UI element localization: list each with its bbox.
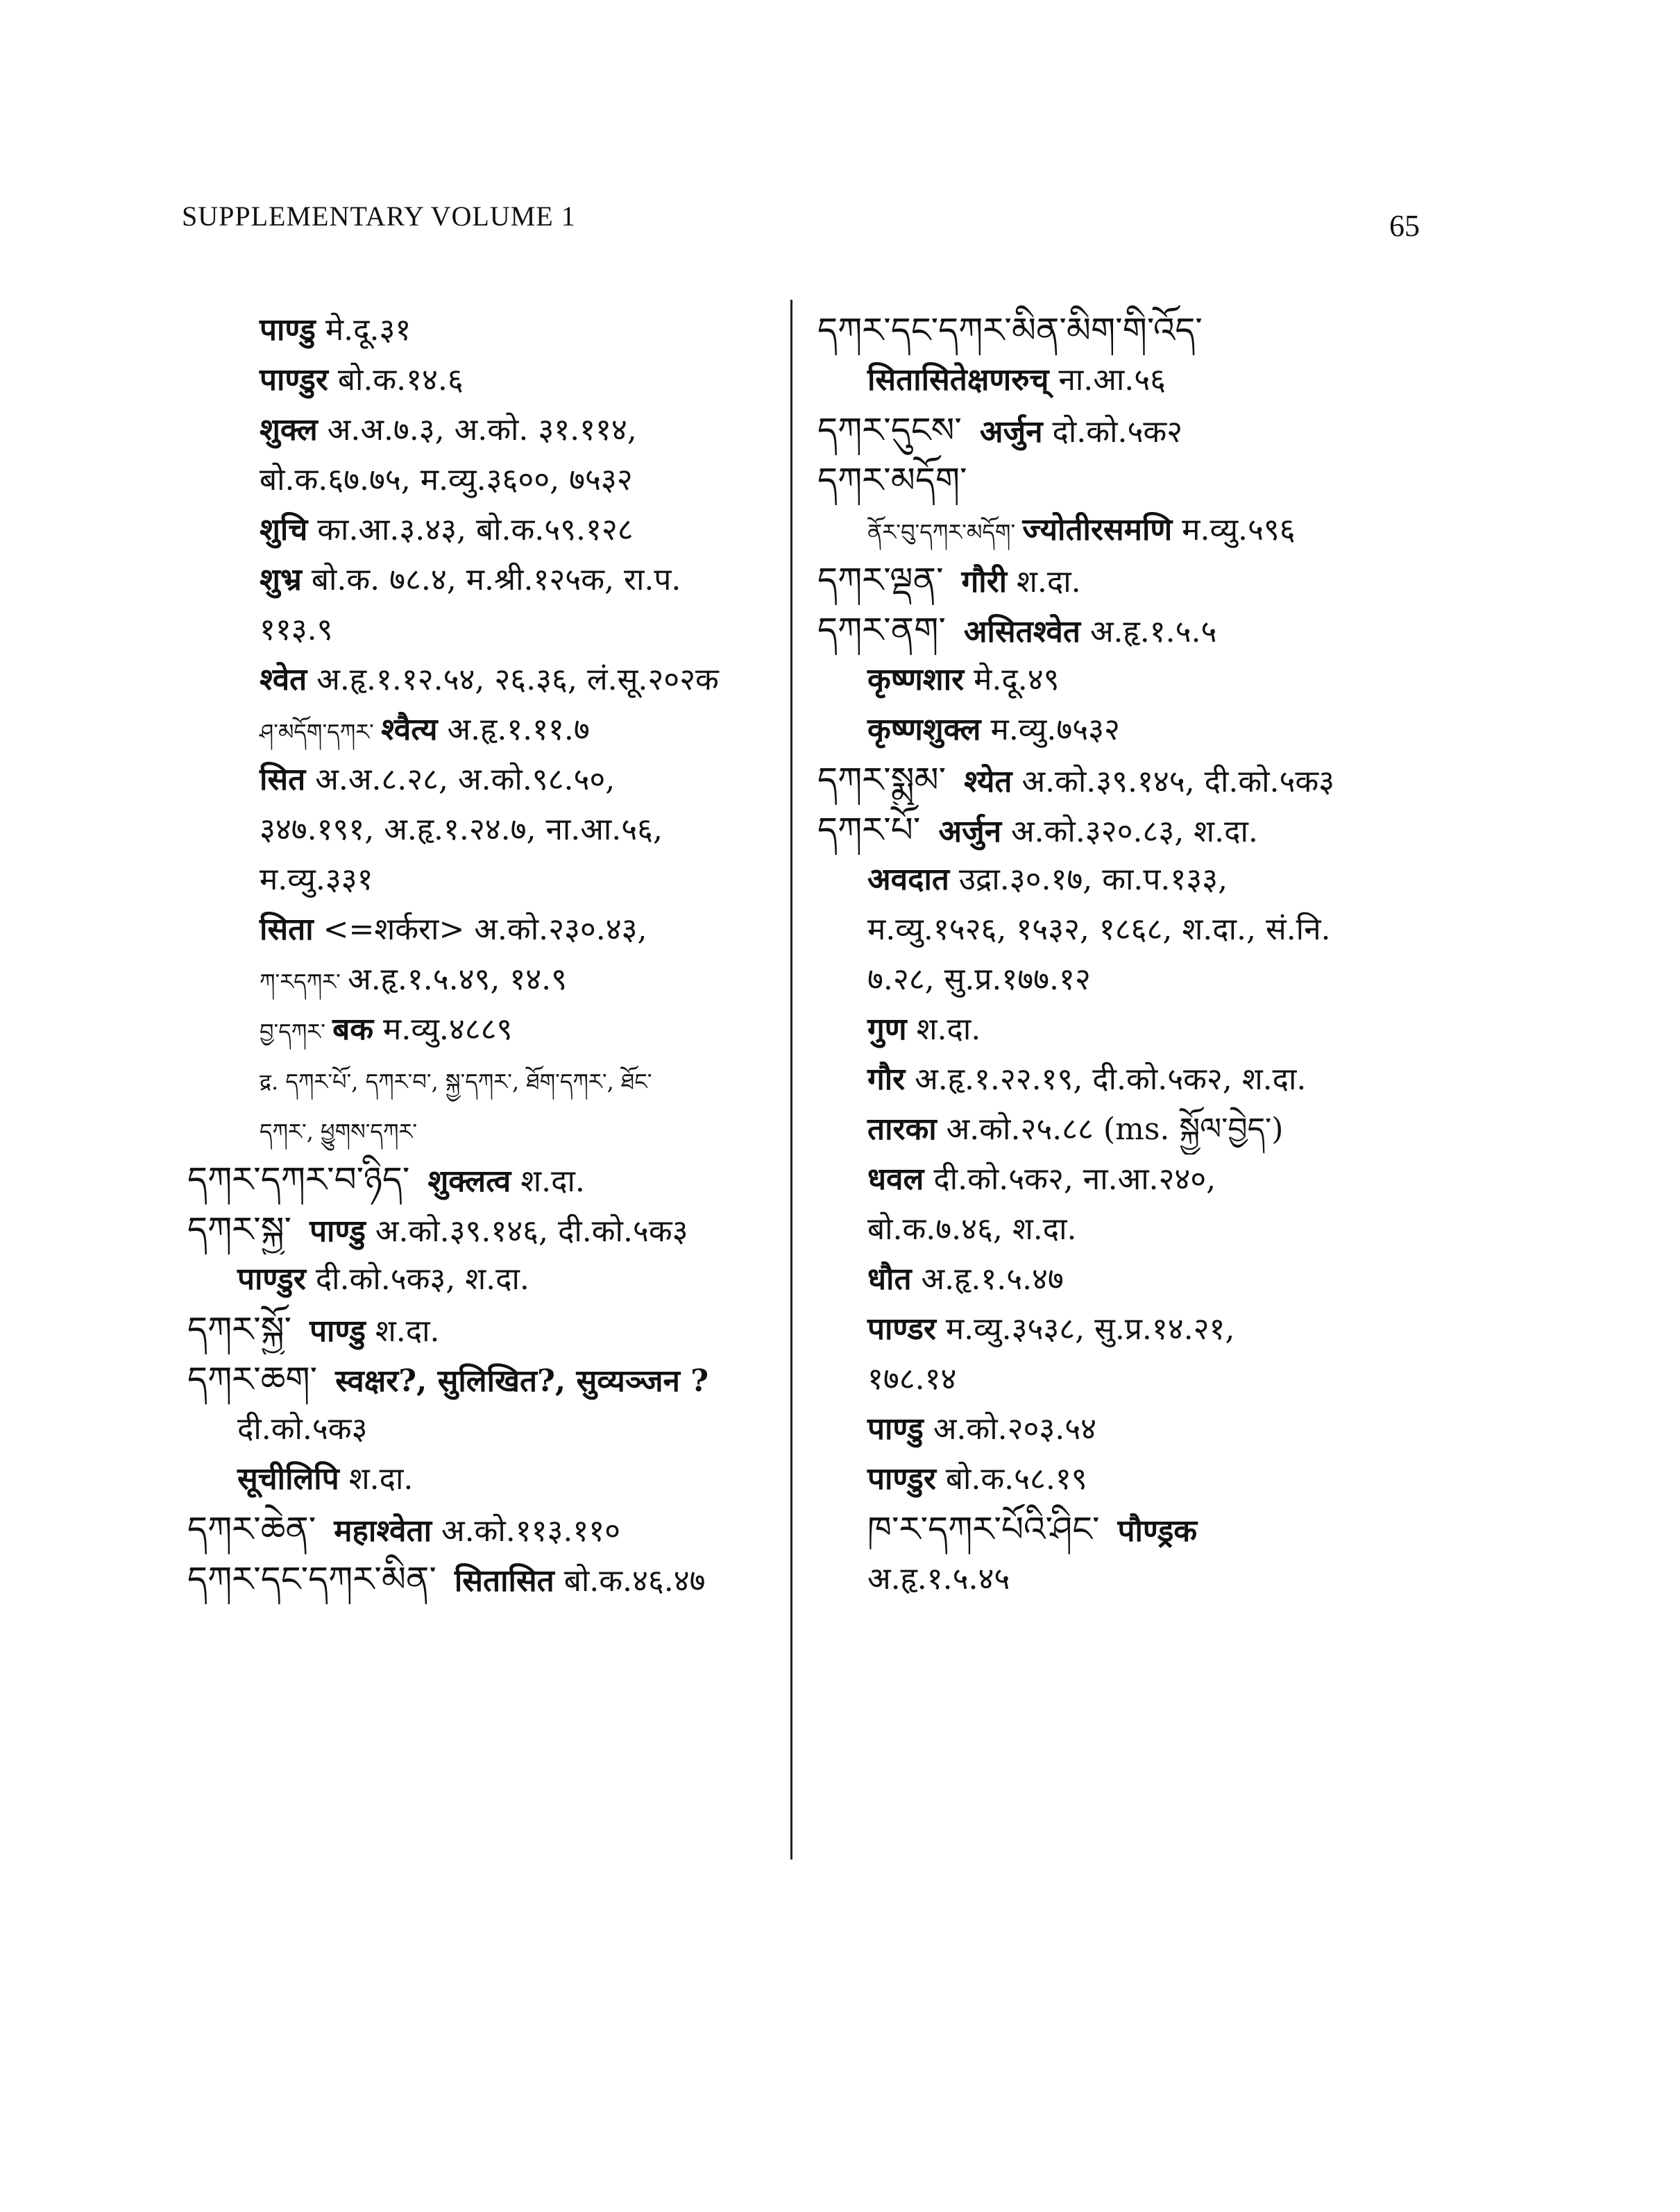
entry-line (187, 455, 784, 505)
sanskrit-equivalent: पौण्ड्रक (1117, 1513, 1198, 1549)
sanskrit-equivalent: धौत (867, 1261, 912, 1297)
source-reference: श.दा. (511, 1164, 585, 1199)
source-reference: म.व्यु.३३१ (260, 862, 373, 897)
tibetan-headword: དཀར་དུངས་ (817, 410, 962, 450)
entry-line (817, 555, 1484, 605)
entry-line (187, 605, 784, 655)
sanskrit-equivalent: गौर (867, 1062, 906, 1097)
sanskrit-equivalent: सितासित (454, 1563, 554, 1599)
entry-line (187, 1155, 784, 1205)
sanskrit-equivalent: पाण्डु (260, 312, 316, 348)
source-reference: अ.अ.८.२८, अ.को.९८.५०, (305, 762, 616, 797)
source-reference: दी.को.५क३ (237, 1411, 368, 1447)
source-reference: अ.हृ.१.५.४७ (911, 1261, 1064, 1297)
tibetan-headword: དཀར་སྐྱ་ (187, 1209, 292, 1250)
source-reference: <=शर्करा> अ.को.२३०.४३, (313, 912, 647, 947)
sanskrit-equivalent: पाण्डुर (867, 1461, 936, 1497)
source-reference: अ.को.११३.११० (431, 1513, 620, 1549)
source-reference: अ.हृ.१.५.४५ (867, 1561, 1010, 1597)
source-reference: अ.को.३९.१४५, दी.को.५क३ (1012, 764, 1335, 799)
tibetan-headword: དཀར་སྨུམ་ (817, 760, 947, 800)
sanskrit-equivalent: सित (260, 762, 306, 797)
source-reference: म.व्यु.१५२६, १५३२, १८६८, श.दा., सं.नि. (867, 912, 1331, 947)
entry-line (817, 405, 1484, 455)
sanskrit-equivalent: पाण्डर (867, 1311, 936, 1347)
entry-line (187, 705, 784, 755)
entry-line (187, 755, 784, 805)
sanskrit-equivalent: धवल (867, 1162, 924, 1197)
sanskrit-equivalent: असितश्वेत (963, 614, 1080, 649)
entry-line (817, 1155, 1484, 1205)
source-reference: बो.क.४६.४७ (554, 1563, 706, 1599)
source-reference: श.दा. (339, 1461, 414, 1497)
entry-line (187, 355, 784, 405)
entry-line (187, 905, 784, 955)
source-reference: अ.को.३९.१४६, दी.को.५क३ (365, 1214, 688, 1249)
source-reference: अ.को.२०३.५४ (923, 1411, 1096, 1447)
entry-line (817, 1055, 1484, 1105)
right-column (817, 305, 1484, 1604)
sanskrit-equivalent: गुण (867, 1012, 907, 1047)
tibetan-headword: དཀར་མདོག་ (817, 460, 967, 500)
tibetan-headword: དཀར་དཀར་བ་ཉིད་ (187, 1159, 410, 1200)
entry-line (817, 655, 1484, 705)
entry-line (817, 1354, 1484, 1404)
entry-line (187, 1005, 784, 1055)
sanskrit-equivalent: पाण्डु (867, 1411, 924, 1447)
source-reference: श.दा. (906, 1012, 981, 1047)
entry-line (817, 355, 1484, 405)
source-reference: का.आ.३.४३, बो.क.५९.१२८ (307, 512, 634, 547)
entry-line (187, 505, 784, 555)
entry-line (187, 855, 784, 905)
entry-line (187, 1404, 784, 1454)
sanskrit-equivalent: अर्जुन (979, 414, 1043, 450)
entry-line (817, 955, 1484, 1005)
entry-line (187, 655, 784, 705)
entry-line (817, 505, 1484, 555)
entry-line (187, 1304, 784, 1354)
running-head: SUPPLEMENTARY VOLUME 1 (182, 201, 576, 232)
source-reference: दी.को.५क३, श.दा. (305, 1261, 529, 1297)
source-reference: दो.को.५क२ (1042, 414, 1183, 450)
source-reference: अ.हृ.१.२२.१९, दी.को.५क२, श.दा. (905, 1062, 1307, 1097)
tibetan-subentry: द्र. དཀར་པོ་, དཀར་བ་, སྐྱ་དཀར་, ཐོག་དཀར་, ཐོང་ (260, 1069, 652, 1095)
tibetan-headword: དཀར་སྐྱོ་ (187, 1309, 292, 1350)
entry-line (187, 305, 784, 355)
tibetan-headword: ཁ་ར་དཀར་པོའི་ཤིང་ (867, 1509, 1100, 1549)
entry-line (187, 1254, 784, 1304)
tibetan-headword: དཀར་དང་དཀར་མིན་མིག་གི་འོད་ (817, 310, 1203, 350)
entry-line (187, 805, 784, 855)
source-reference: ११३.९ (260, 612, 333, 647)
source-reference: अ.को.३२०.८३, श.दा. (1001, 814, 1258, 849)
source-reference: बो.क.७.४६, श.दा. (867, 1211, 1077, 1247)
sanskrit-equivalent: सूचीलिपि (237, 1461, 339, 1497)
sanskrit-equivalent: तारका (867, 1112, 937, 1147)
entry-line (187, 1554, 784, 1604)
sanskrit-equivalent: शुक्ल (260, 412, 318, 448)
source-reference: अ.हृ.१.५.५ (1080, 614, 1217, 649)
entry-line (817, 605, 1484, 655)
tibetan-headword: དཀར་པོ་ (817, 810, 921, 850)
tibetan-headword: དཀར་དང་དཀར་མིན་ (187, 1559, 436, 1599)
column-divider (790, 300, 792, 1860)
sanskrit-equivalent: श्येत (964, 764, 1012, 799)
source-reference: ना.आ.५६ (1049, 362, 1166, 398)
sanskrit-equivalent: शुक्लत्व (427, 1164, 511, 1199)
entry-line (817, 905, 1484, 955)
source-reference: श.दा. (1007, 564, 1081, 599)
sanskrit-equivalent: कृष्णशार (867, 662, 965, 697)
sanskrit-equivalent: पाण्डुर (260, 362, 328, 398)
sanskrit-equivalent: अर्जुन (938, 814, 1002, 849)
entry-line (817, 1005, 1484, 1055)
source-reference: दी.को.५क२, ना.आ.२४०, (924, 1162, 1216, 1197)
source-reference: मे.दू.४९ (964, 662, 1060, 697)
sanskrit-equivalent: श्वैत्य (381, 712, 438, 747)
entry-line (187, 1504, 784, 1554)
entry-line (817, 455, 1484, 505)
entry-line (187, 1105, 784, 1155)
sanskrit-equivalent: शुभ्र (260, 562, 302, 597)
source-reference: १७८.१४ (867, 1361, 957, 1397)
source-reference: बो.क. ७८.४, म.श्री.१२५क, रा.प. (301, 562, 681, 597)
tibetan-subentry: དཀར་, ཕྱུགས་དཀར་ (260, 1118, 418, 1145)
source-reference: ७.२८, सु.प्र.१७७.१२ (867, 962, 1091, 997)
entry-line (817, 1454, 1484, 1504)
entry-line (817, 1554, 1484, 1604)
source-reference: ३४७.१९१, अ.हृ.१.२४.७, ना.आ.५६, (260, 812, 663, 847)
source-reference: बो.क.५८.१९ (935, 1461, 1087, 1497)
tibetan-subentry: ནོར་བུ་དཀར་མདོག་ (867, 519, 1023, 545)
tibetan-headword: དཀར་ཆག་ (187, 1359, 318, 1399)
entry-line (817, 1304, 1484, 1354)
sanskrit-equivalent: बक (332, 1012, 374, 1047)
entry-line (187, 1354, 784, 1404)
tibetan-headword: དཀར་ཆེན་ (187, 1509, 316, 1549)
source-reference: म.व्यु.७५३२ (981, 712, 1120, 747)
entry-line (817, 755, 1484, 805)
sanskrit-equivalent: सिता (260, 912, 314, 947)
tibetan-subentry: ཀ་རདཀར་ (260, 969, 348, 995)
source-reference: अ.को.२५.८८ (ms. སྐྱོལ་བྱེད་) (936, 1112, 1284, 1147)
source-reference: म.व्यु.४८८९ (373, 1012, 513, 1047)
source-reference: म.व्यु.३५३८, सु.प्र.१४.२१, (935, 1311, 1235, 1347)
source-reference: अ.अ.७.३, अ.को. ३१.११४, (317, 412, 637, 448)
entry-line (817, 1504, 1484, 1554)
tibetan-subentry: ཤ་མདོག་དཀར་ (260, 719, 382, 745)
sanskrit-equivalent: पाण्डु (309, 1214, 366, 1249)
entry-line (187, 1454, 784, 1504)
entry-line (817, 1254, 1484, 1304)
entry-line (817, 1105, 1484, 1155)
entry-line (817, 805, 1484, 855)
entry-line (187, 955, 784, 1005)
source-reference: अ.हृ.१.१२.५४, २६.३६, लं.सू.२०२क (307, 662, 719, 697)
source-reference: अ.हृ.१.५.४९, १४.९ (348, 962, 567, 997)
sanskrit-equivalent: सितासितेक्षणरुच् (867, 362, 1049, 398)
sanskrit-equivalent: ज्योतीरसमणि (1022, 512, 1173, 547)
tibetan-subentry: བྱ་དཀར་ (260, 1019, 333, 1045)
entry-line (187, 405, 784, 455)
entry-line (187, 1055, 784, 1105)
sanskrit-equivalent: पाण्डु (309, 1313, 366, 1349)
tibetan-headword: དཀར་ནག་ (817, 610, 946, 650)
source-reference: बो.क.६७.७५, म.व्यु.३६००, ७५३२ (260, 462, 633, 497)
entry-line (187, 1205, 784, 1254)
source-reference: मे.दू.३१ (315, 312, 411, 348)
page-number: 65 (1389, 209, 1420, 243)
entry-line (817, 1404, 1484, 1454)
sanskrit-equivalent: कृष्णशुक्ल (867, 712, 981, 747)
tibetan-headword: དཀར་ལྡན་ (817, 560, 944, 600)
entry-line (817, 855, 1484, 905)
source-reference: अ.हृ.१.११.७ (437, 712, 590, 747)
sanskrit-equivalent: स्वक्षर?, सुलिखित?, सुव्यञ्जन ? (335, 1363, 709, 1399)
source-reference: म.व्यु.५९६ (1172, 512, 1296, 547)
entry-line (817, 705, 1484, 755)
source-reference: श.दा. (365, 1313, 440, 1349)
source-reference: बो.क.१४.६ (328, 362, 464, 398)
sanskrit-equivalent: गौरी (961, 564, 1008, 599)
entry-line (187, 555, 784, 605)
sanskrit-equivalent: महाश्वेता (334, 1513, 432, 1549)
sanskrit-equivalent: शुचि (260, 512, 308, 547)
sanskrit-equivalent: श्वेत (260, 662, 307, 697)
left-column (187, 305, 784, 1604)
sanskrit-equivalent: अवदात (867, 862, 949, 897)
sanskrit-equivalent: पाण्डुर (237, 1261, 306, 1297)
entry-line (817, 1205, 1484, 1254)
entry-line (817, 305, 1484, 355)
source-reference: उद्रा.३०.१७, का.प.१३३, (949, 862, 1228, 897)
